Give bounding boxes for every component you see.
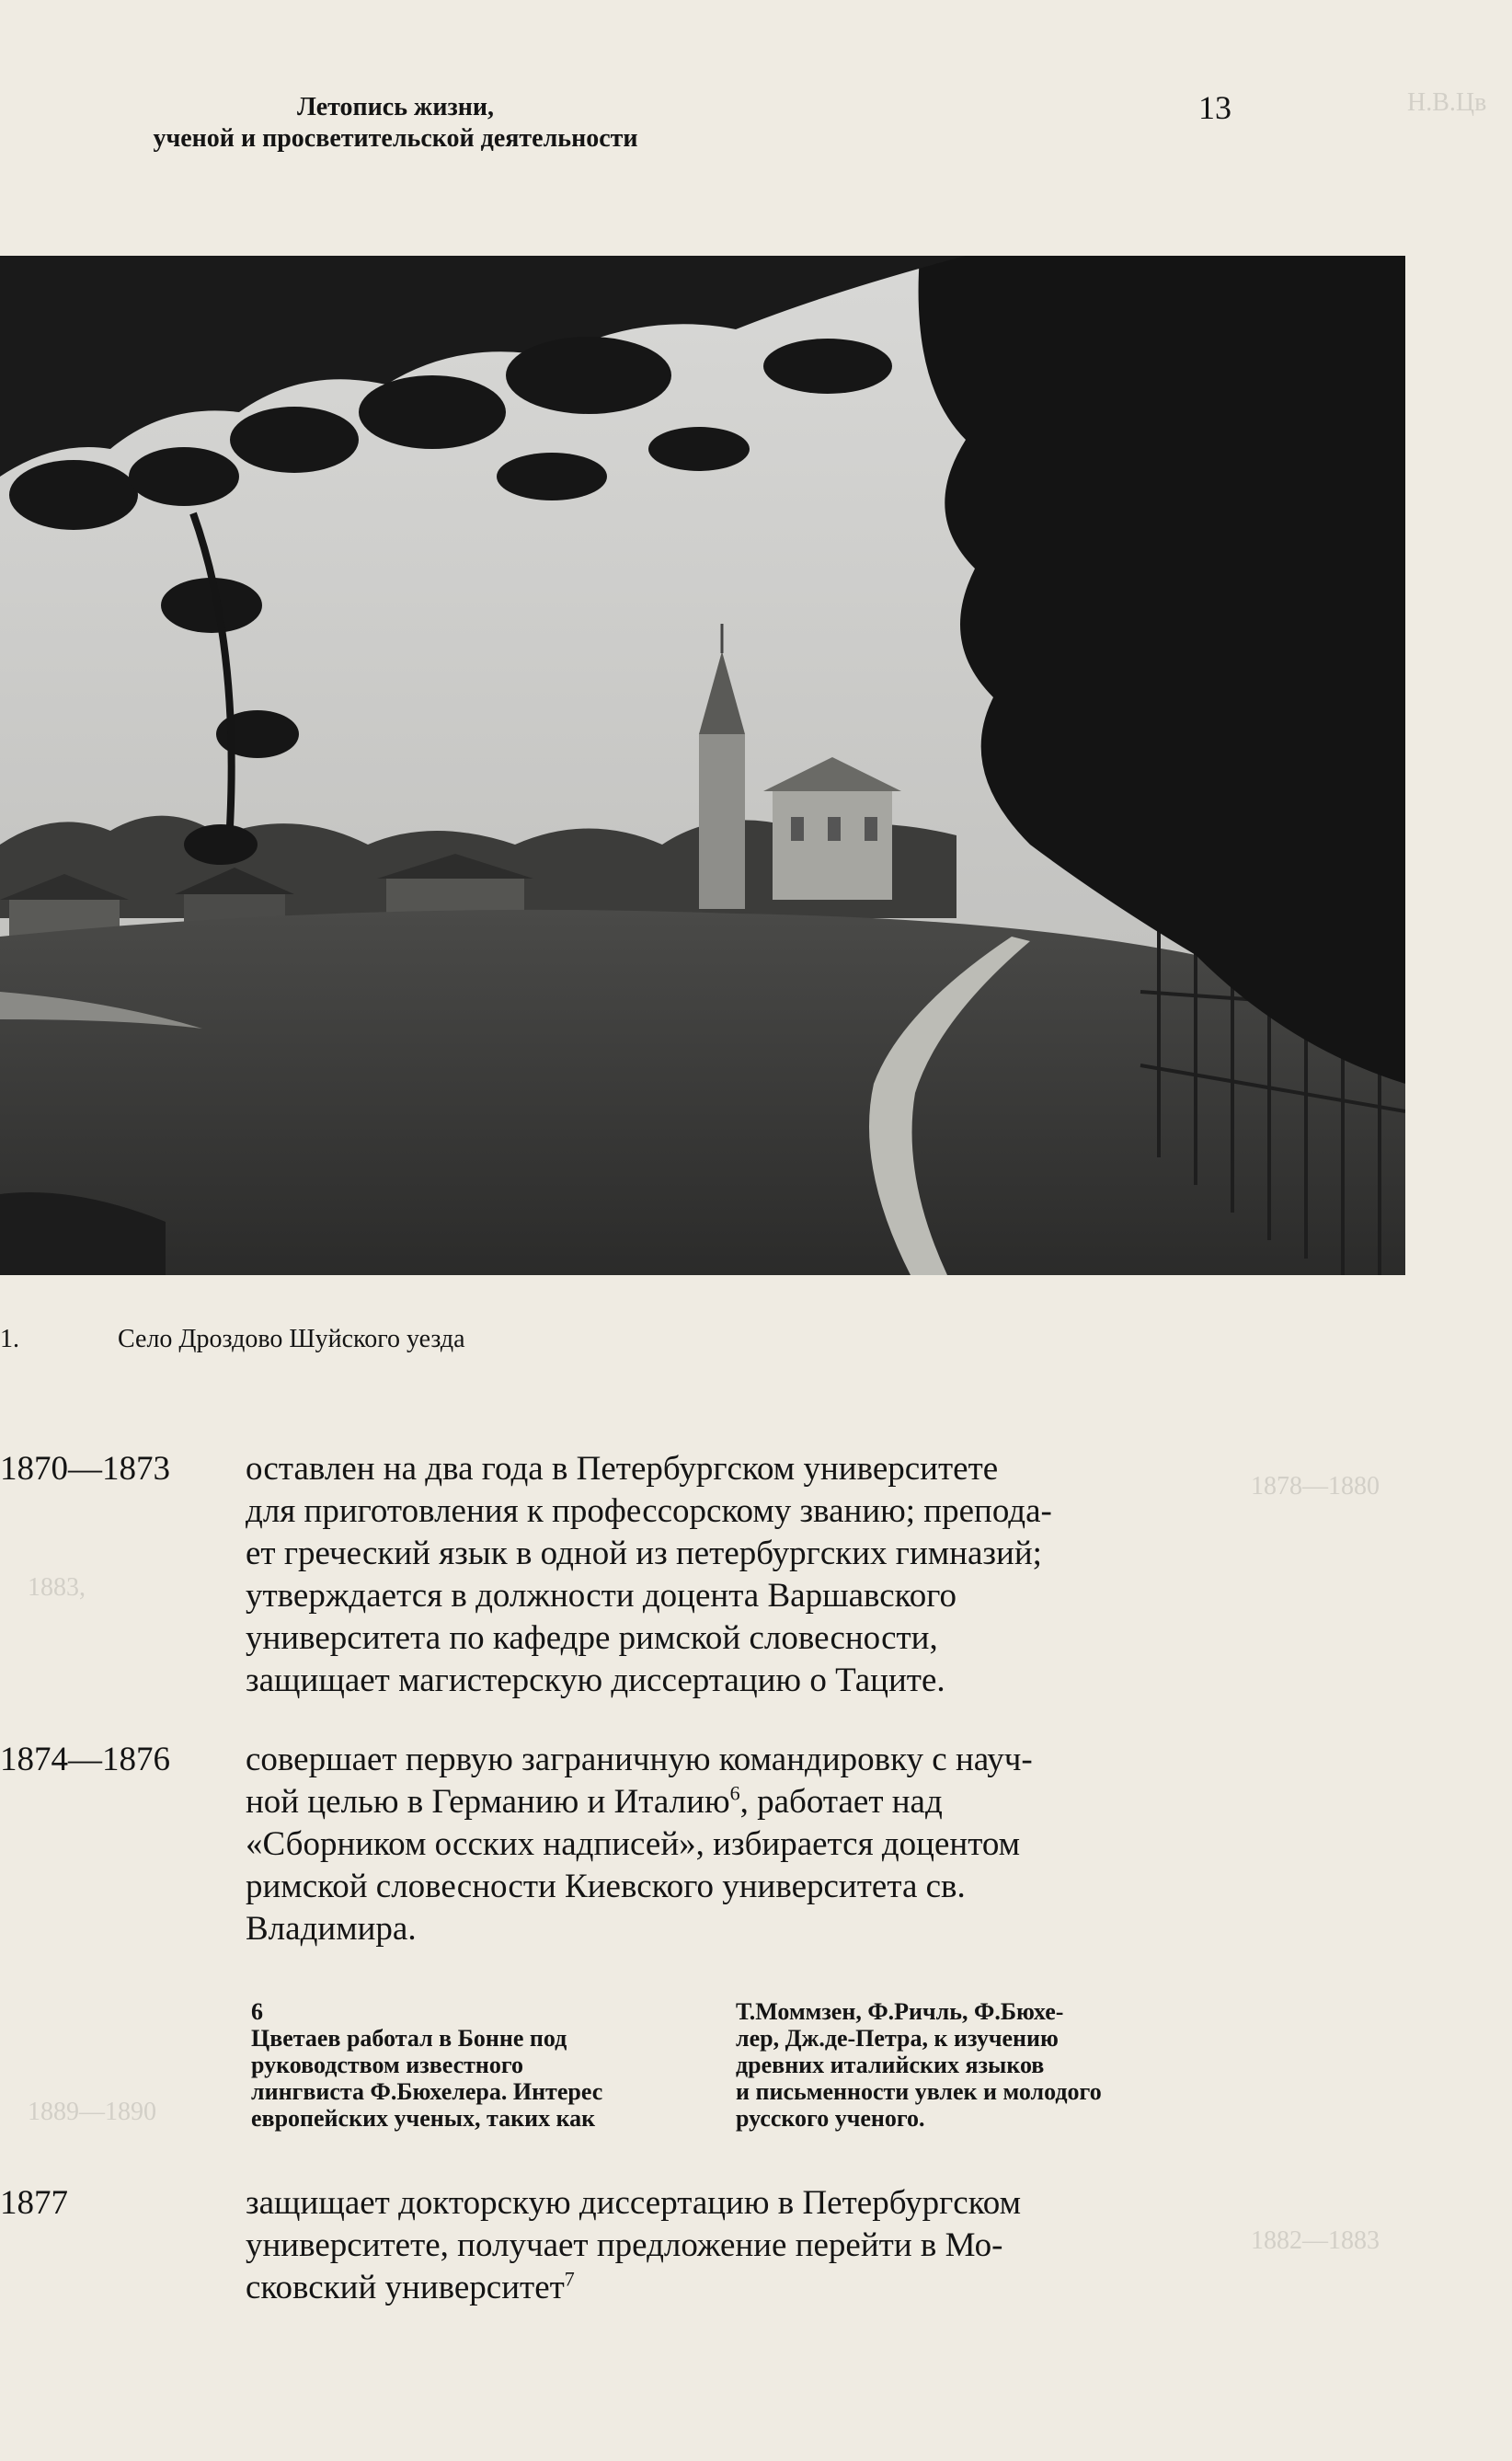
bleed-through-text: 1882—1883 (1251, 2226, 1380, 2255)
bleed-through-text: 1889—1890 (28, 2098, 156, 2126)
page-number: 13 (1198, 89, 1231, 126)
footnote-ref: 6 (729, 1781, 740, 1805)
entry-line: защищает магистерскую диссертацию о Таците. (246, 1662, 945, 1699)
entry-line: ет греческий язык в одной из петербургских гимназий; (246, 1535, 1042, 1572)
footnote-line: европейских ученых, таких как (251, 2105, 596, 2132)
entry-date: 1877 (0, 2184, 68, 2222)
footnote-column-right (736, 1998, 1214, 2132)
entry-line: Владимира. (246, 1910, 417, 1948)
running-title-line: Летопись жизни, (297, 93, 494, 121)
footnote-line: Цветаев работал в Бонне под (251, 2025, 567, 2052)
bleed-through-text: Н.В.Цв (1407, 88, 1487, 117)
bleed-through-text: 1878—1880 (1251, 1472, 1380, 1501)
figure-number: 1. (0, 1325, 19, 1353)
figure-caption: Село Дроздово Шуйского уезда (118, 1325, 465, 1353)
village-photo-image (0, 256, 1405, 1275)
entry-text (246, 1739, 1174, 1950)
footnote-line: лер, Дж.де-Петра, к изучению (736, 2025, 1059, 2052)
footnote-line: древних италийских языков (736, 2052, 1045, 2078)
entry-text (246, 1448, 1174, 1702)
footnote-line: Т.Моммзен, Ф.Ричль, Ф.Бюхе- (736, 1998, 1064, 2025)
entry-line: университете, получает предложение перейти в Мо- (246, 2226, 1003, 2264)
entry-line-head: сковский университет (246, 2269, 565, 2306)
entry-line: римской словесности Киевского университета св. (246, 1868, 966, 1905)
footnote-ref: 7 (564, 2267, 575, 2291)
entry-line: оставлен на два года в Петербургском университете (246, 1450, 999, 1488)
entry-line: совершает первую заграничную командировку с науч- (246, 1741, 1033, 1778)
running-title-line: ученой и просветительской деятельности (153, 124, 638, 153)
footnote-column-left (251, 2025, 683, 2132)
entry-date: 1874—1876 (0, 1741, 170, 1778)
footnote-line: и письменности увлек и молодого (736, 2078, 1102, 2105)
bleed-through-text: 1883, (28, 1573, 86, 1602)
footnote-line: русского ученого. (736, 2105, 925, 2132)
footnote-number: 6 (251, 1998, 263, 2025)
photograph (0, 256, 1405, 1275)
running-title (101, 92, 690, 155)
entry-line: университета по кафедре римской словесности, (246, 1619, 938, 1657)
footnote-line: руководством известного (251, 2052, 524, 2078)
entry-line (246, 2267, 1174, 2309)
entry-line-head: ной целью в Германию и Италию (246, 1783, 730, 1821)
entry-text (246, 2182, 1174, 2309)
entry-line: утверждается в должности доцента Варшавского (246, 1577, 957, 1615)
footnote-line: лингвиста Ф.Бюхелера. Интерес (251, 2078, 603, 2105)
entry-line: для приготовления к профессорскому званию; препода- (246, 1492, 1052, 1530)
entry-line-tail: , работает над (739, 1783, 943, 1821)
entry-line: защищает докторскую диссертацию в Петербургском (246, 2184, 1022, 2222)
entry-line (246, 1781, 1174, 1823)
entry-line: «Сборником осских надписей», избирается доцентом (246, 1825, 1021, 1863)
entry-date: 1870—1873 (0, 1450, 170, 1488)
